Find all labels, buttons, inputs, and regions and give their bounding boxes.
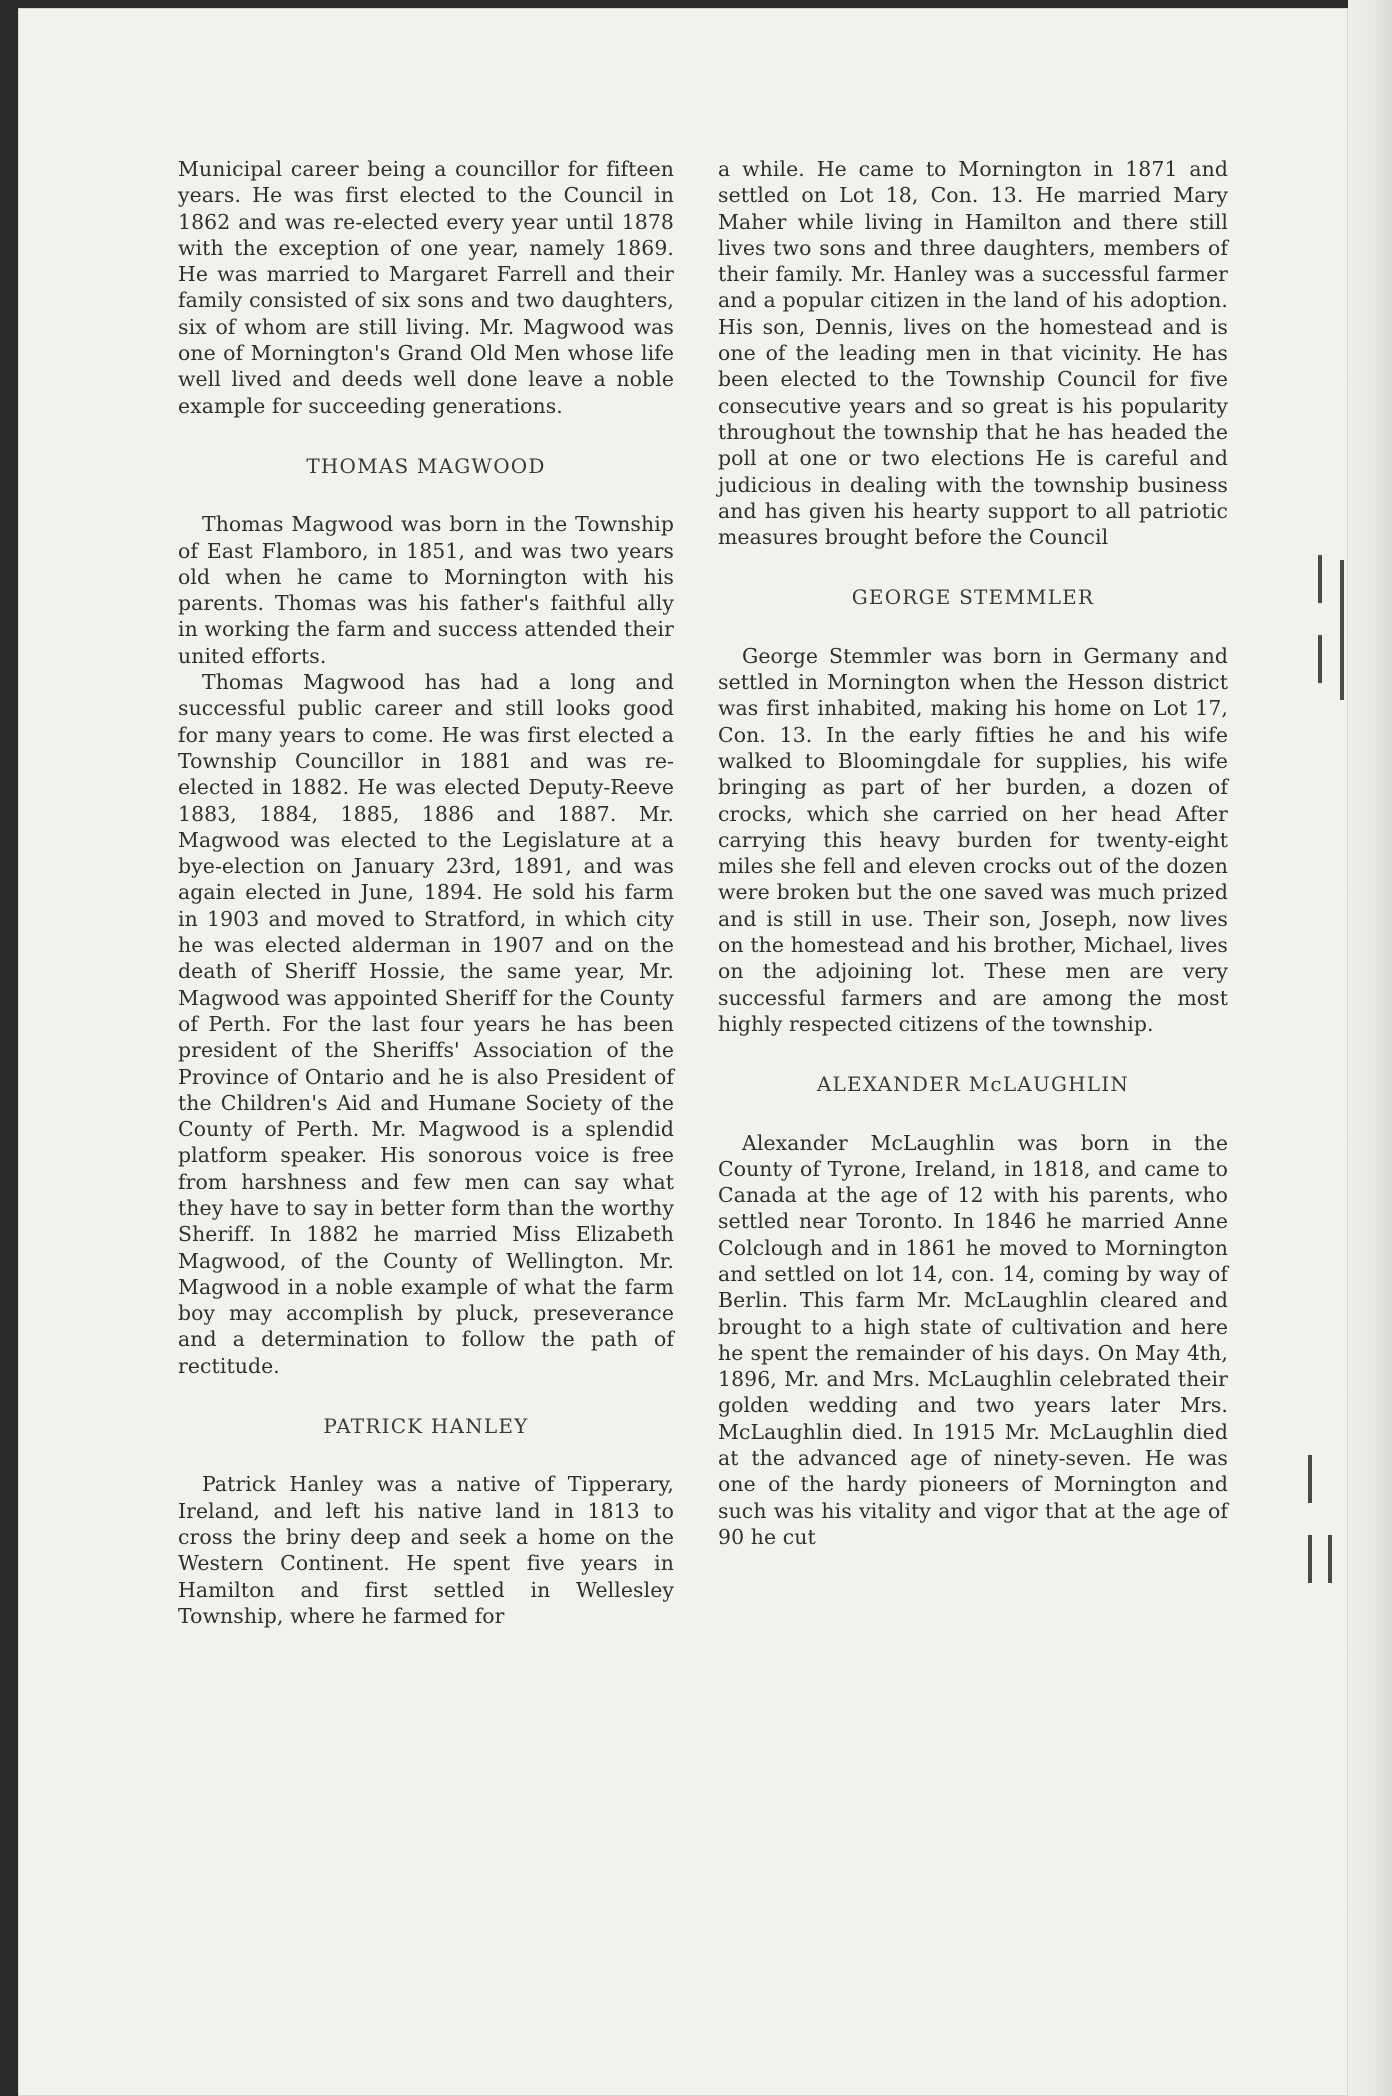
paragraph: a while. He came to Mornington in 1871 and settled on Lot 18, Con. 13. He married Mary Maher while living in Hamilton and there still lives two sons and three daughters, members of their family. Mr. Hanley was a successful farmer and a popular citizen in the land of his adoption. His son, Dennis, lives on the homestead and is one of the leading men in that vicinity. He has been elected to the Township Council for five consecutive years and so great is his popularity throughout the township that he has headed the poll at one or two elections He is careful and judicious in dealing with the township business and has given his hearty support to all patriotic measures brought before the Council bbox=[718, 157, 1228, 550]
scanned-page bbox=[18, 8, 1348, 2096]
binding-mark bbox=[1340, 560, 1344, 700]
section-heading: THOMAS MAGWOOD bbox=[306, 453, 546, 478]
section-heading: GEORGE STEMMLER bbox=[851, 585, 1095, 610]
paragraph: Alexander McLaughlin was born in the County of Tyrone, Ireland, in 1818, and came to Canada at the age of 12 with his parents, who settled near Toronto. In 1846 he married Anne Colclough and in 1861 he moved to Mornington and settled on lot 14, con. 14, coming by way of Berlin. This farm Mr. McLaughlin cleared and brought to a high state of cultivation and here he spent the remainder of his days. On May 4th, 1896, Mr. and Mrs. McLaughlin celebrated their golden wedding and two years later Mrs. McLaughlin died. In 1915 Mr. McLaughlin died at the advanced age of ninety-seven. He was one of the hardy pioneers of Mornington and such was his vitality and vigor that at the age of 90 he cut bbox=[718, 1130, 1228, 1549]
right-column bbox=[718, 156, 1228, 1550]
left-column bbox=[178, 156, 674, 1629]
paragraph: George Stemmler was born in Germany and settled in Mornington when the Hesson district was first inhabited, making his home on Lot 17, Con. 13. In the early fifties he and his wife walked to Bloomingdale for supplies, his wife bringing as part of her burden, a dozen of crocks, which she carried on her head After carrying this heavy burden for twenty-eight miles she fell and eleven crocks out of the dozen were broken but the one saved was much prized and is still in use. Their son, Joseph, now lives on the homestead and his brother, Michael, lives on the adjoining lot. These men are very successful farmers and are among the most highly respected citizens of the township. bbox=[718, 643, 1228, 1036]
binding-mark bbox=[1308, 1455, 1312, 1503]
section-heading: PATRICK HANLEY bbox=[323, 1414, 529, 1439]
paragraph: Patrick Hanley was a native of Tipperary, Ireland, and left his native land in 1813 to cross the briny deep and seek a home on the Western Continent. He spent five years in Hamilton and first settled in Wellesley Township, where he farmed for bbox=[178, 1472, 674, 1628]
section-heading: ALEXANDER McLAUGHLIN bbox=[816, 1072, 1130, 1097]
binding-mark bbox=[1318, 635, 1322, 683]
binding-mark bbox=[1308, 1535, 1312, 1583]
paragraph: Thomas Magwood has had a long and successful public career and still looks good for many years to come. He was first elected a Township Councillor in 1881 and was re-elected in 1882. He was elected Deputy-Reeve 1883, 1884, 1885, 1886 and 1887. Mr. Magwood was elected to the Legislature at a bye-election on January 23rd, 1891, and was again elected in June, 1894. He sold his farm in 1903 and moved to Stratford, in which city he was elected alderman in 1907 and on the death of Sheriff Hossie, the same year, Mr. Magwood was appointed Sheriff for the County of Perth. For the last four years he has been president of the Sheriffs' Association of the Province of Ontario and he is also President of the Children's Aid and Humane Society of the County of Perth. Mr. Magwood is a splendid platform speaker. His sonorous voice is free from harshness and few men can say what they have to say in better form than the worthy Sheriff. In 1882 he married Miss Elizabeth Magwood, of the County of Wellington. Mr. Magwood in a noble example of what the farm boy may accomplish by pluck, preseverance and a determination to follow the path of rectitude. bbox=[178, 670, 674, 1378]
paragraph: Municipal career being a councillor for fifteen years. He was first elected to the Council in 1862 and was re-elected every year until 1878 with the exception of one year, namely 1869. He was married to Margaret Farrell and their family consisted of six sons and two daughters, six of whom are still living. Mr. Magwood was one of Mornington's Grand Old Men whose life well lived and deeds well done leave a noble example for succeeding generations. bbox=[178, 157, 674, 418]
page-edge bbox=[1348, 0, 1392, 2096]
paragraph: Thomas Magwood was born in the Township of East Flamboro, in 1851, and was two years old when he came to Mornington with his parents. Thomas was his father's faithful ally in working the farm and success attended their united efforts. bbox=[178, 512, 674, 668]
binding-mark bbox=[1318, 555, 1322, 603]
binding-mark bbox=[1328, 1535, 1332, 1583]
